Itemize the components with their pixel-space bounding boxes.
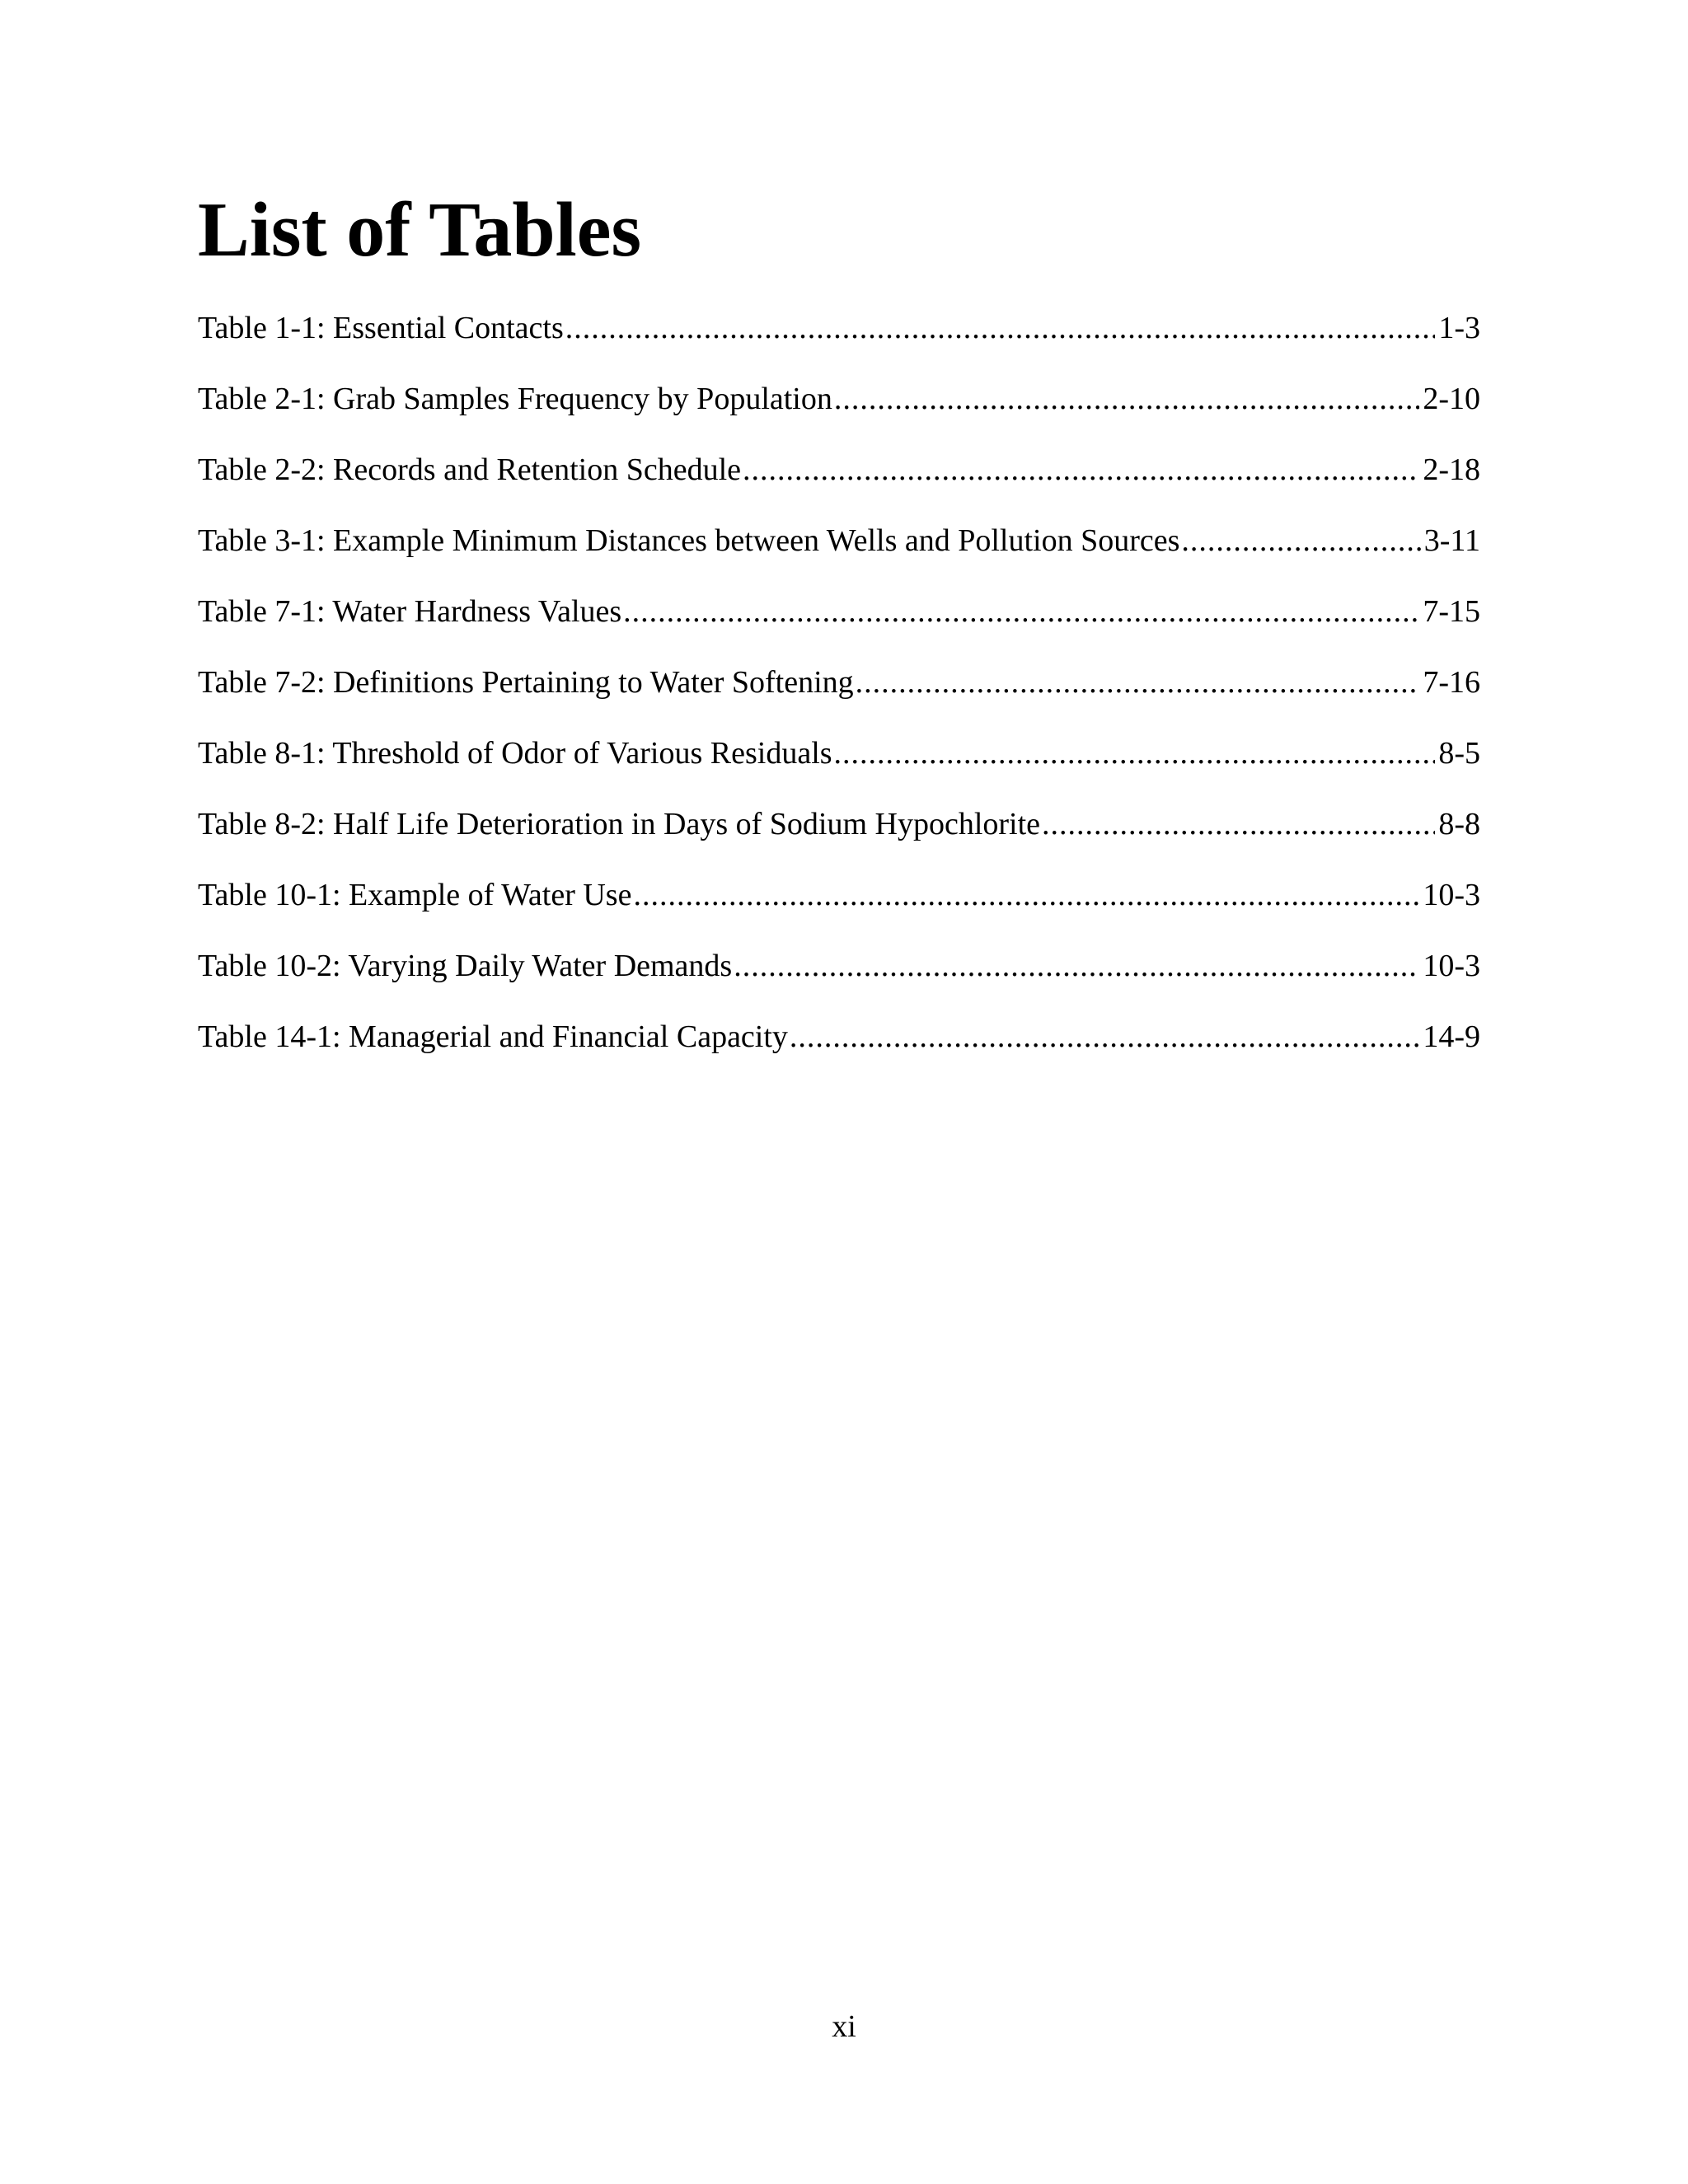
- toc-entry[interactable]: [198, 588, 1480, 659]
- dot-leader: [856, 659, 1420, 705]
- toc-entry-page: 8-8: [1438, 807, 1480, 841]
- dot-leader: [623, 588, 1419, 635]
- toc-entry-page: 2-18: [1423, 452, 1480, 487]
- toc-entry-label: Table 7-2: Definitions Pertaining to Water Softening: [198, 665, 854, 700]
- dot-leader: [834, 376, 1419, 422]
- dot-leader: [1042, 801, 1435, 847]
- toc-entry[interactable]: [198, 376, 1480, 447]
- toc-entry-page: 10-3: [1423, 949, 1480, 983]
- toc-entry[interactable]: [198, 518, 1480, 588]
- toc-entry-label: Table 2-2: Records and Retention Schedule: [198, 452, 741, 487]
- page-number: xi: [832, 2009, 856, 2044]
- toc-entry-label: Table 2-1: Grab Samples Frequency by Population: [198, 382, 832, 416]
- toc-entry[interactable]: [198, 872, 1480, 943]
- toc-entry-page: 7-15: [1423, 594, 1480, 629]
- dot-leader: [734, 943, 1419, 989]
- dot-leader: [1181, 518, 1420, 564]
- toc-entry-page: 14-9: [1423, 1019, 1480, 1054]
- dot-leader: [834, 730, 1436, 776]
- toc-entry[interactable]: [198, 659, 1480, 730]
- toc-entry-page: 3-11: [1423, 523, 1480, 558]
- dot-leader: [565, 305, 1436, 351]
- toc-entry-page: 7-16: [1423, 665, 1480, 700]
- toc-entry[interactable]: [198, 943, 1480, 1014]
- toc-entry-page: 8-5: [1438, 736, 1480, 771]
- list-of-tables: [198, 305, 1480, 1085]
- toc-entry[interactable]: [198, 801, 1480, 872]
- dot-leader: [790, 1014, 1419, 1060]
- toc-entry-page: 2-10: [1423, 382, 1480, 416]
- page-title: List of Tables: [198, 187, 642, 273]
- toc-entry[interactable]: [198, 1014, 1480, 1085]
- toc-entry-label: Table 8-1: Threshold of Odor of Various Residuals: [198, 736, 832, 771]
- toc-entry-page: 1-3: [1438, 311, 1480, 345]
- dot-leader: [743, 447, 1419, 493]
- toc-entry-label: Table 8-2: Half Life Deterioration in Days of Sodium Hypochlorite: [198, 807, 1041, 841]
- toc-entry-label: Table 14-1: Managerial and Financial Capacity: [198, 1019, 788, 1054]
- toc-entry-label: Table 3-1: Example Minimum Distances between Wells and Pollution Sources: [198, 523, 1180, 558]
- toc-entry-label: Table 1-1: Essential Contacts: [198, 311, 564, 345]
- toc-entry-label: Table 10-1: Example of Water Use: [198, 878, 632, 912]
- toc-entry-page: 10-3: [1423, 878, 1480, 912]
- toc-entry[interactable]: [198, 305, 1480, 376]
- toc-entry-label: Table 10-2: Varying Daily Water Demands: [198, 949, 733, 983]
- toc-entry[interactable]: [198, 730, 1480, 801]
- toc-entry[interactable]: [198, 447, 1480, 518]
- toc-entry-label: Table 7-1: Water Hardness Values: [198, 594, 622, 629]
- dot-leader: [633, 872, 1419, 918]
